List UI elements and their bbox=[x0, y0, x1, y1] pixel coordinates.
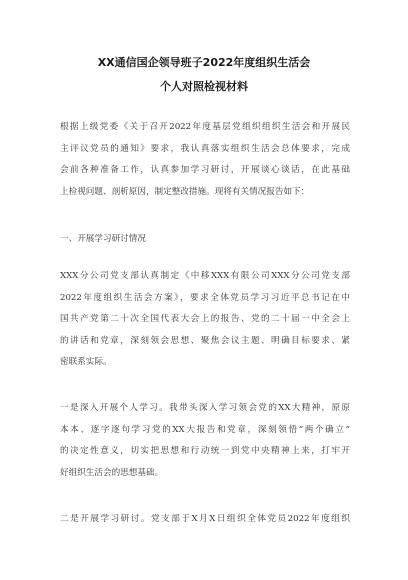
intro-line: 根据上级党委《关于召开2022年度基层党组织组织生活会和开展民 bbox=[60, 122, 350, 132]
intro-paragraph bbox=[60, 117, 350, 203]
point1-line: 本本、逐字逐句学习党的XX大报告和党章，深刻领悟“两个确立” bbox=[60, 424, 350, 435]
section1-line: 国共产党第二十次全国代表大会上的报告、党的二十届一中全会上 bbox=[60, 314, 350, 324]
document-title: XX通信国企领导班子2022年度组织生活会 bbox=[97, 56, 311, 69]
intro-line: 会前各种准备工作，认真参加学习研讨，开展谈心谈话，在此基础 bbox=[60, 165, 350, 175]
intro-line: 上检视问题、剖析原因，制定整改措施。现将有关情况报告如下： bbox=[60, 186, 310, 197]
document-subtitle: 个人对照检视材料 bbox=[160, 80, 248, 93]
point1-paragraph bbox=[60, 398, 350, 484]
section-heading: 一、开展学习研讨情况 bbox=[60, 234, 146, 244]
section1-paragraph bbox=[60, 266, 350, 374]
section1-line: XXX分公司党支部认真制定《中移XXX有限公司XXX分公司党支部 bbox=[60, 271, 350, 281]
point1-line: 一是深入开展个人学习。我带头深入学习领会党的XX大精神，原原 bbox=[60, 403, 350, 413]
point2-paragraph bbox=[60, 509, 350, 531]
point2-line: 二是开展学习研讨。党支部于X月X日组织全体党员2022年度组织 bbox=[60, 514, 350, 524]
intro-line: 主评议党员的通知》要求，我认真落实组织生活会总体要求，完成 bbox=[60, 143, 350, 154]
section1-line: 的讲话和党章，深刻领会思想、聚焦会议主题、明确目标要求、紧 bbox=[60, 335, 350, 346]
section1-line: 2022年度组织生活会方案》，要求全体党员学习习近平总书记在中 bbox=[60, 292, 350, 303]
point1-line: 的决定性意义，切实把思想和行动统一到党中央精神上来，打牢开 bbox=[60, 446, 350, 456]
section1-line: 密联系实际。 bbox=[60, 357, 112, 367]
point1-line: 好组织生活会的思想基础。 bbox=[60, 467, 164, 478]
